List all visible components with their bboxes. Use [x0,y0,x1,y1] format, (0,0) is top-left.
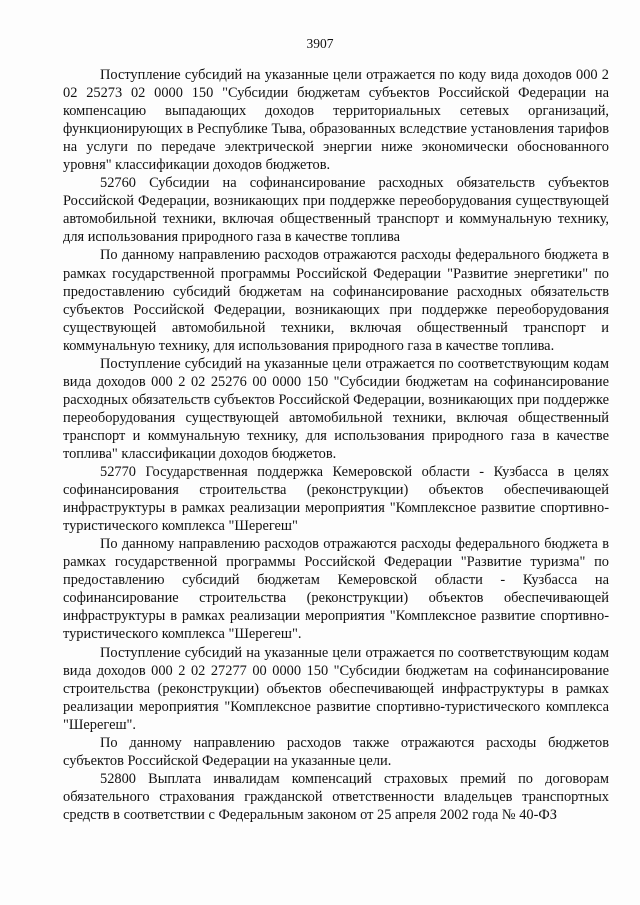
paragraph-revenue-code-27277: Поступление субсидий на указанные цели отражается по соответствующим кодам вида доходов 000 2 02 27277 00 0000 150 "Субсидии бюджетам на софинансирование строительства (реконструкции) объектов обеспечивающей инфраструктуры в рамках реализации мероприятия "Комплексное развитие спортивно-туристического комплекса "Шерегеш". [63,644,609,733]
paragraph-section-52760: 52760 Субсидии на софинансирование расходных обязательств субъектов Российской Федерации, возникающих при поддержке переоборудования существующей автомобильной техники, включая общественный транспорт и коммунальную технику, для использования природного газа в качестве топлива [63,175,609,246]
paragraph-section-52800: 52800 Выплата инвалидам компенсаций страховых премий по договорам обязательного страхования гражданской ответственности владельцев транспортных средств в соответствии с Федеральным законом от 25 апреля 2002 года № 40-ФЗ [63,770,609,823]
document-body [63,66,609,824]
paragraph-52760-expenses: По данному направлению расходов отражаются расходы федерального бюджета в рамках государственной программы Российской Федерации "Развитие энергетики" по предоставлению субсидий бюджетам на софинансирование расходных обязательств субъектов Российской Федерации, возникающих при поддержке переоборудования существующей автомобильной техники, включая общественный транспорт и коммунальную технику, для использования природного газа в качестве топлива. [63,247,609,354]
page-number: 3907 [306,36,334,51]
paragraph-revenue-code-25276: Поступление субсидий на указанные цели отражается по соответствующим кодам вида доходов 000 2 02 25276 00 0000 150 "Субсидии бюджетам на софинансирование расходных обязательств субъектов Российской Федерации, возникающих при поддержке переоборудования существующей автомобильной техники, включая общественный транспорт и коммунальную технику, для использования природного газа в качестве топлива" классификации доходов бюджетов. [63,355,609,462]
paragraph-section-52770: 52770 Государственная поддержка Кемеровской области - Кузбасса в целях софинансирования строительства (реконструкции) объектов обеспечивающей инфраструктуры в рамках реализации мероприятия "Комплексное развитие спортивно-туристического комплекса "Шерегеш" [63,464,609,535]
paragraph-52770-expenses: По данному направлению расходов отражаются расходы федерального бюджета в рамках государственной программы Российской Федерации "Развитие туризма" по предоставлению субсидий бюджетам Кемеровской области - Кузбасса на софинансирование строительства (реконструкции) объектов обеспечивающей инфраструктуры в рамках реализации мероприятия "Комплексное развитие спортивно-туристического комплекса "Шерегеш". [63,536,609,643]
paragraph-regional-expenses: По данному направлению расходов также отражаются расходы бюджетов субъектов Российской Федерации на указанные цели. [63,734,609,769]
paragraph-revenue-code-25273: Поступление субсидий на указанные цели отражается по коду вида доходов 000 2 02 25273 02 0000 150 "Субсидии бюджетам субъектов Российской Федерации на компенсацию выпадающих доходов территориальных сетевых организаций, функционирующих в Республике Тыва, образованных вследствие установления тарифов на услуги по передаче электрической энергии ниже экономически обоснованного уровня" классификации доходов бюджетов. [63,67,609,174]
